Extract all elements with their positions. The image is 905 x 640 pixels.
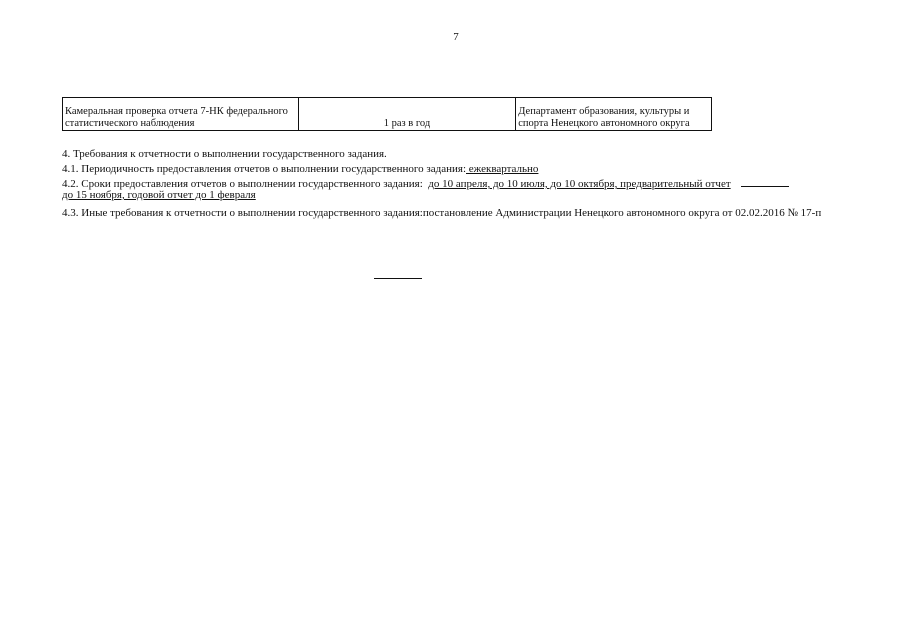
periodicity-value: ежеквартально xyxy=(466,163,539,175)
page-number: 7 xyxy=(453,31,459,43)
periodicity-paragraph xyxy=(62,163,852,176)
responsible-line: спорта Ненецкого автономного округа xyxy=(518,118,690,129)
fill-line xyxy=(741,176,789,187)
section-heading: 4. Требования к отчетности о выполнении государственного задания. xyxy=(62,148,387,160)
other-requirements-paragraph xyxy=(62,207,852,220)
activity-cell xyxy=(63,98,299,131)
deadlines-value-line1: до 10 апреля, до 10 июля, до 10 октября, предварительный отчет xyxy=(428,178,731,190)
deadlines-value-line2: до 15 ноября, годовой отчет до 1 февраля xyxy=(62,189,256,201)
periodicity-label: 4.1. Периодичность предоставления отчетов о выполнении государственного задания: xyxy=(62,163,467,175)
activity-line: Камеральная проверка отчета 7-НК федерального xyxy=(65,106,288,117)
other-label: 4.3. Иные требования к отчетности о выполнении государственного задания: xyxy=(62,207,423,219)
end-divider xyxy=(374,278,422,279)
frequency-cell: 1 раз в год xyxy=(298,98,516,131)
responsible-cell xyxy=(516,98,712,131)
responsible-line: Департамент образования, культуры и xyxy=(518,106,690,117)
deadlines-paragraph-continued xyxy=(62,189,852,202)
other-value: постановление Администрации Ненецкого автономного округа от 02.02.2016 № 17-п xyxy=(422,207,822,219)
activity-line: статистического наблюдения xyxy=(65,118,195,129)
report-table xyxy=(62,97,712,131)
table-row xyxy=(63,98,712,131)
deadlines-label: 4.2. Сроки предоставления отчетов о выполнении государственного задания: xyxy=(62,178,423,190)
